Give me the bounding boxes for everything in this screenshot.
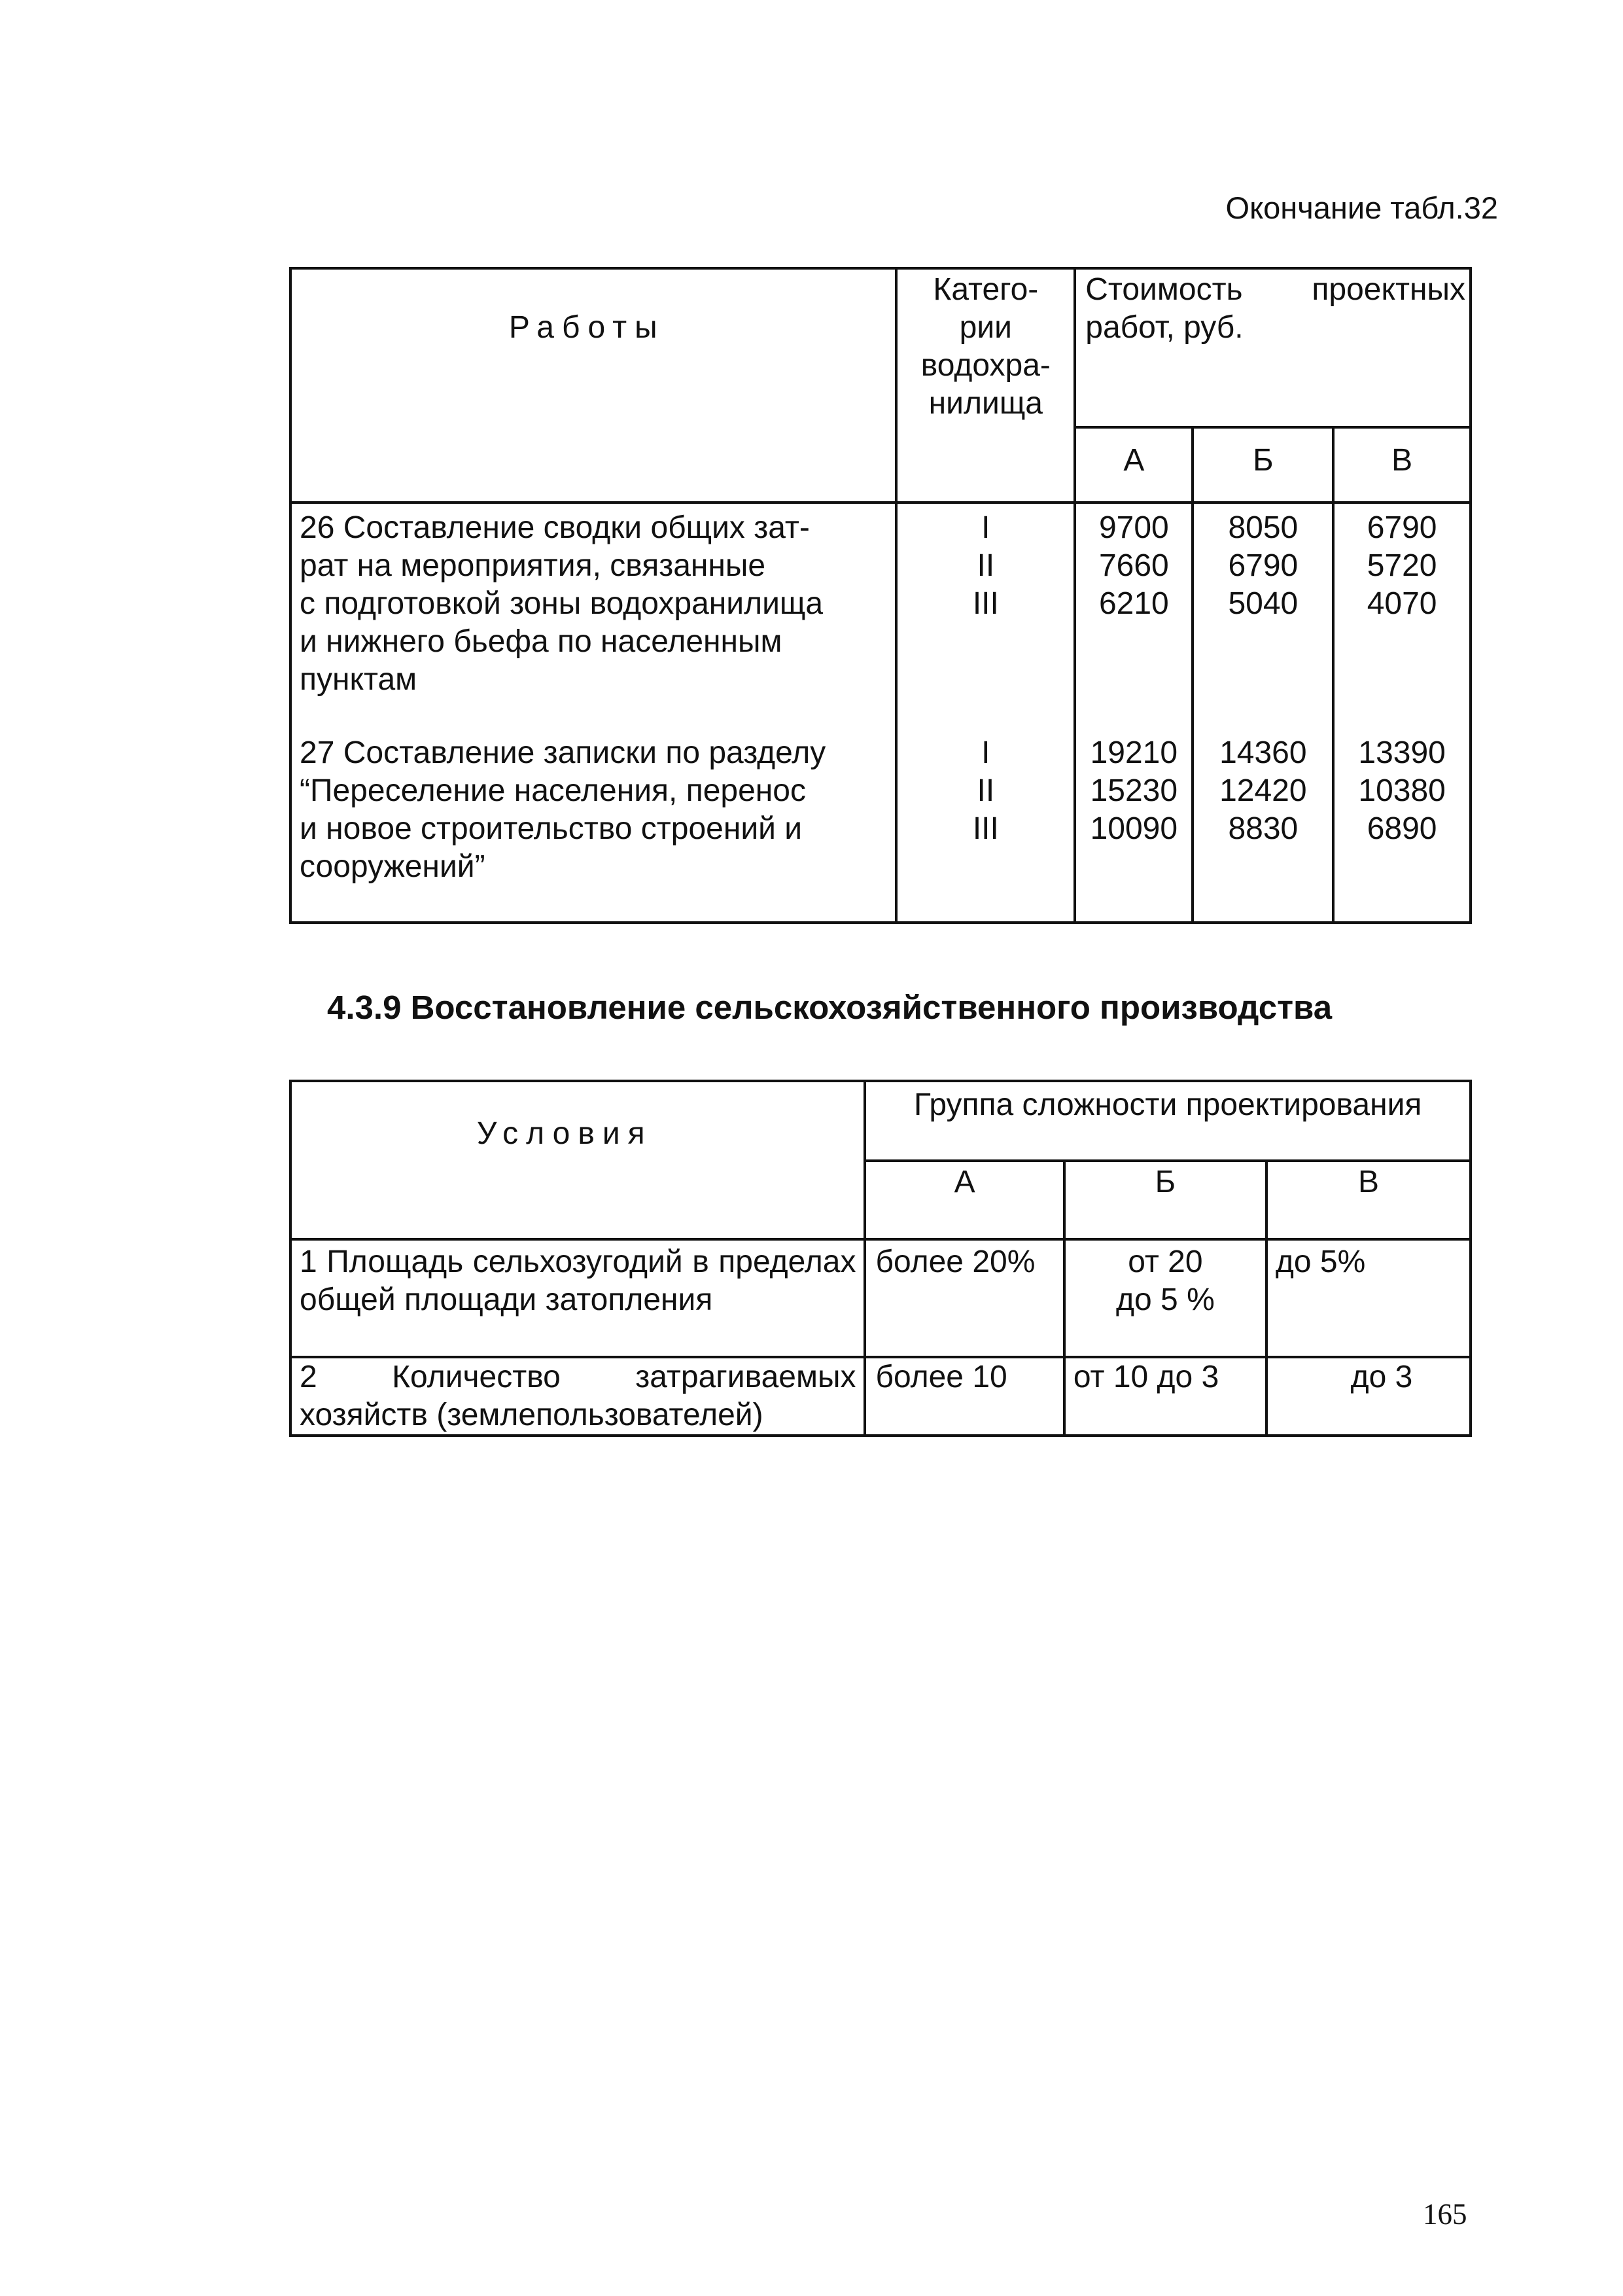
header-category: Катего- рии водохра- нилища [896, 268, 1075, 503]
agri-complexity-table [289, 1080, 1472, 1437]
header-group-v: В [1333, 427, 1471, 503]
work-cell: 26 Составление сводки общих зат- рат на мероприятия, связанные с подготовкой зоны водохранилища и нижнего бьефа по населенным пунктам [290, 503, 896, 732]
group-b-cell: от 10 до 3 [1064, 1357, 1266, 1436]
table-continuation-label: Окончание табл.32 [1225, 190, 1498, 225]
table-row [290, 732, 1471, 923]
category-cell: I II III [896, 732, 1075, 923]
page-number: 165 [1423, 2198, 1467, 2231]
cost-v-cell: 6790 5720 4070 [1333, 503, 1471, 732]
category-cell: I II III [896, 503, 1075, 732]
group-v-cell: до 5% [1266, 1239, 1471, 1357]
group-a-cell: более 10 [865, 1357, 1064, 1436]
header-group-b: Б [1064, 1161, 1266, 1239]
cost-b-cell: 8050 6790 5040 [1193, 503, 1333, 732]
header-cost: Стоимость проектных работ, руб. [1075, 268, 1471, 427]
group-v-cell: до 3 [1266, 1357, 1471, 1436]
table-row [290, 1357, 1471, 1436]
cost-v-cell: 13390 10380 6890 [1333, 732, 1471, 923]
cost-a-cell: 9700 7660 6210 [1075, 503, 1193, 732]
header-group-v: В [1266, 1161, 1471, 1239]
header-conditions: Условия [290, 1081, 865, 1239]
cost-table [289, 267, 1472, 924]
cost-a-cell: 19210 15230 10090 [1075, 732, 1193, 923]
header-works: Работы [290, 268, 896, 503]
table-row [290, 1239, 1471, 1357]
condition-cell: 1 Площадь сельхозугодий в пределах общей площади затопления [290, 1239, 865, 1357]
header-group-b: Б [1193, 427, 1333, 503]
table-row [290, 503, 1471, 732]
cost-b-cell: 14360 12420 8830 [1193, 732, 1333, 923]
header-group-a: А [1075, 427, 1193, 503]
work-cell: 27 Составление записки по разделу “Переселение населения, перенос и новое строительство строений и сооружений” [290, 732, 896, 923]
header-complexity-group: Группа сложности проектирования [865, 1081, 1471, 1161]
group-a-cell: более 20% [865, 1239, 1064, 1357]
condition-cell: 2 Количество затрагиваемых хозяйств (землепользователей) [290, 1357, 865, 1436]
group-b-cell: от 20 до 5 % [1064, 1239, 1266, 1357]
section-title: 4.3.9 Восстановление сельскохозяйственного производства [327, 989, 1333, 1026]
header-group-a: А [865, 1161, 1064, 1239]
